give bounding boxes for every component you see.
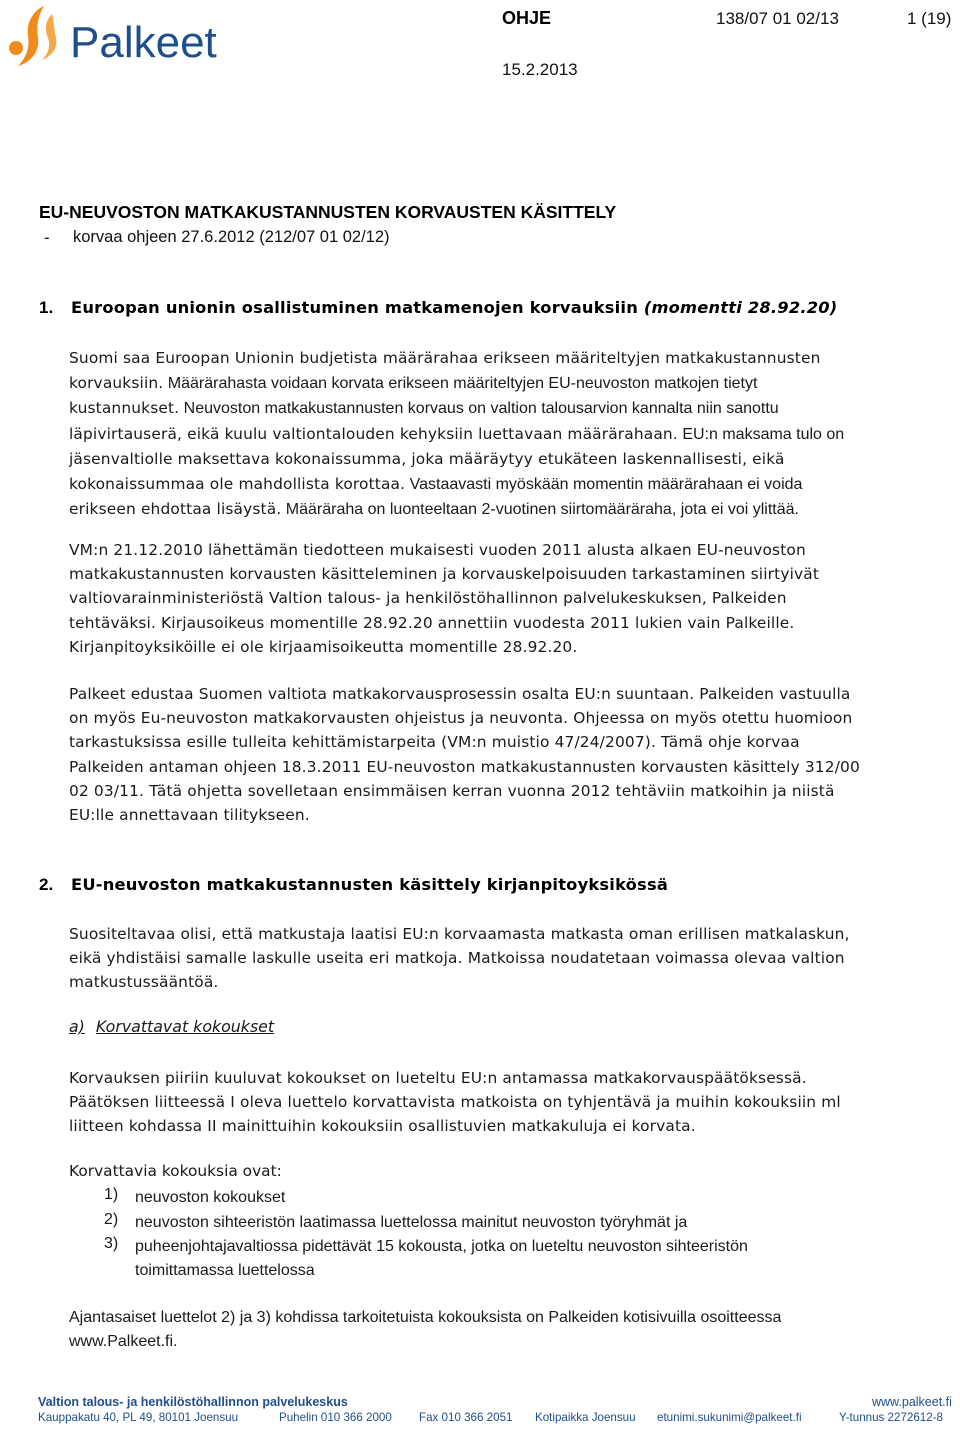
list-item-1-number: 1): [104, 1186, 119, 1203]
section-2-paragraph-1: Suositeltavaa olisi, että matkustaja laatisi EU:n korvaamasta matkasta oman erillisen matkalaskun, eikä yhdistäisi samalle laskulle useita eri matkoja. Matkoissa noudatetaan voimassa olevaa valtion matkustussääntöä.: [69, 925, 850, 992]
footer-domicile: Kotipaikka Joensuu: [535, 1411, 636, 1424]
footer-email[interactable]: etunimi.sukunimi@palkeet.fi: [657, 1411, 802, 1424]
document-subtitle: korvaa ohjeen 27.6.2012 (212/07 01 02/12): [73, 228, 390, 246]
section-1-heading: [71, 298, 837, 317]
section-1-paragraph-2: VM:n 21.12.2010 lähettämän tiedotteen mukaisesti vuoden 2011 alusta alkaen EU-neuvoston matkakustannusten korvausten käsitteleminen ja korvauskelpoisuuden tarkastaminen siirtyivät valtiovarainministeriöstä Valtion talous- ja henkilöstöhallinnon palvelukeskuksen, Palkeiden tehtäväksi. Kirjausoikeus momentille 28.92.20 annettiin vuodesta 2011 lukien vain Palkeille. Kirjanpitoyksiköille ei ole kirjaamisoikeutta momentille 28.92.20.: [69, 541, 820, 656]
section-1-paragraph-1: Suomi saa Euroopan Unionin budjetista määrärahaa erikseen määriteltyjen matkakustannusten korvauksiin. Määrärahasta voidaan korvata erikseen määriteltyjen EU-neuvoston matkojen tietyt kustannukset. Neuvoston matkakustannusten korvaus on valtion talousarvion kannalta niin sanottu läpivirtauserä, eikä kuulu valtiontalouden kehyksiin luettavaan määrärahaan. EU:n maksama tulo on jäsenvaltiolle maksettava kokonaissumma, joka määräytyy etukäteen laskennallisesti, eikä kokonaissummaa ole mahdollista korottaa. Vastaavasti myöskään momentin määrärahaan ei voida erikseen ehdottaa lisäystä. Määräraha on luonteeltaan 2-vuotinen siirtomääräraha, jota ei voi ylittää.: [69, 349, 845, 519]
footer-address: Kauppakatu 40, PL 49, 80101 Joensuu: [38, 1411, 239, 1424]
palkeet-logo: [4, 4, 224, 70]
list-intro: Korvattavia kokouksia ovat:: [69, 1162, 282, 1180]
document-number: 138/07 01 02/13: [716, 9, 839, 28]
list-item-2-number: 2): [104, 1211, 119, 1228]
list-item-1-text: neuvoston kokoukset: [135, 1189, 286, 1206]
footer-website-link[interactable]: www.palkeet.fi: [872, 1395, 952, 1409]
subsection-a-title: Korvattavat kokoukset: [95, 1017, 275, 1036]
section-2-paragraph-3: Ajantasaiset luettelot 2) ja 3) kohdissa tarkoitetuista kokouksista on Palkeiden kotisivuilla osoitteessa www.Palkeet.fi.: [69, 1309, 782, 1351]
section-1-number: 1.: [39, 298, 54, 317]
list-item-3-text: puheenjohtajavaltiossa pidettävät 15 kokousta, jotka on lueteltu neuvoston sihteeristön: [135, 1238, 748, 1255]
list-item-2-text: neuvoston sihteeristön laatimassa luettelossa mainitut neuvoston työryhmät ja: [135, 1214, 688, 1231]
footer-phone: Puhelin 010 366 2000: [279, 1411, 392, 1424]
list-item-3-text-cont: toimittamassa luettelossa: [135, 1262, 315, 1279]
page-number: 1 (19): [907, 9, 952, 28]
subtitle-dash: -: [44, 228, 50, 247]
subsection-a-label: a): [69, 1017, 85, 1036]
section-1-heading-text: Euroopan unionin osallistuminen matkamenojen korvauksiin: [71, 298, 638, 317]
section-1-heading-ref: (momentti 28.92.20): [643, 298, 838, 317]
footer-fax: Fax 010 366 2051: [419, 1411, 513, 1424]
footer-organization: Valtion talous- ja henkilöstöhallinnon palvelukeskus: [38, 1395, 348, 1409]
document-type: OHJE: [502, 8, 552, 28]
subsection-a-heading: [69, 1017, 274, 1036]
logo-wordmark: Palkeet: [70, 18, 217, 67]
section-2-number: 2.: [39, 875, 54, 894]
section-2-paragraph-2: Korvauksen piiriin kuuluvat kokoukset on lueteltu EU:n antamassa matkakorvauspäätöksessä. Päätöksen liitteessä I oleva luettelo korvattavista matkoista on tyhjentävä ja muihin kokouksiin ml liitteen kohdassa II mainittuihin kokouksiin osallistuvien matkakuluja ei korvata.: [69, 1069, 841, 1136]
document-date: 15.2.2013: [502, 60, 578, 79]
section-2-heading: EU-neuvoston matkakustannusten käsittely kirjanpitoyksikössä: [71, 875, 669, 894]
flame-icon: [4, 4, 68, 70]
list-item-3-number: 3): [104, 1235, 119, 1252]
document-title: EU-NEUVOSTON MATKAKUSTANNUSTEN KORVAUSTEN KÄSITTELY: [39, 202, 617, 222]
footer-business-id: Y-tunnus 2272612-8: [839, 1411, 944, 1424]
section-1-paragraph-3: Palkeet edustaa Suomen valtiota matkakorvausprosessin osalta EU:n suuntaan. Palkeiden vastuulla on myös Eu-neuvoston matkakorvausten ohjeistus ja neuvonta. Ohjeessa on myös otettu huomioon tarkastuksissa esille tulleita kehittämistarpeita (VM:n muistio 47/24/2007). Tämä ohje korvaa Palkeiden antaman ohjeen 18.3.2011 EU-neuvoston matkakustannusten korvausten käsittely 312/00 02 03/11. Tätä ohjetta sovelletaan ensimmäisen kerran vuonna 2012 tehtäviin matkoihin ja niistä EU:lle annettavaan tilitykseen.: [69, 685, 860, 825]
